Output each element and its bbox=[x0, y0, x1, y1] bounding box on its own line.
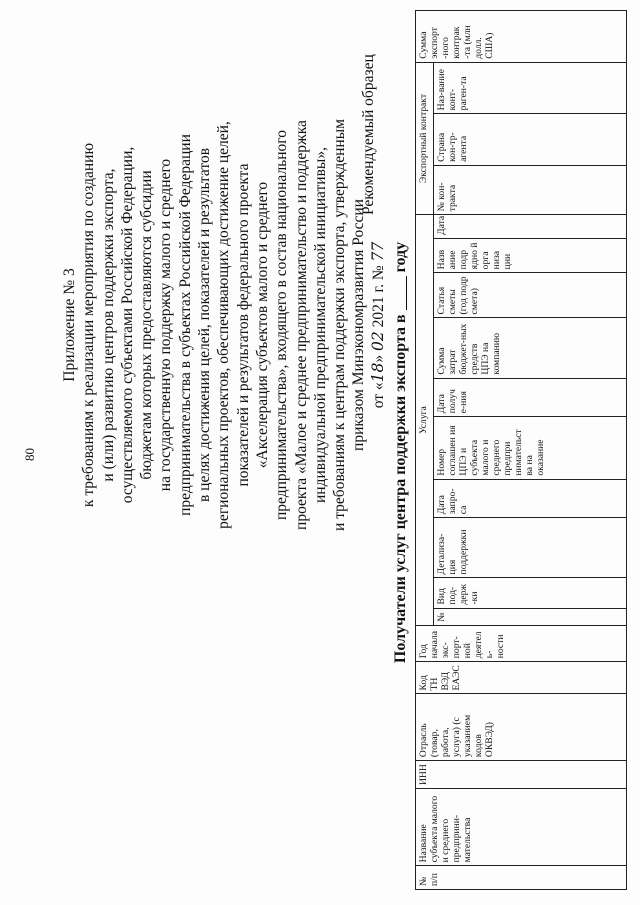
header-line: региональных проектов, обеспечивающих достижение целей, bbox=[215, 121, 233, 529]
header-line: на государственную поддержку малого и среднего bbox=[157, 158, 175, 492]
handwritten-day: 18 bbox=[368, 362, 387, 383]
col-header-tnved: Код ТН ВЭД ЕАЭС bbox=[416, 662, 627, 694]
col-group-service: Услуга bbox=[416, 215, 434, 625]
col-header-budget-cost: Сумма затрат бюджет-ных средств ЦПЭ на компанию bbox=[434, 318, 627, 378]
handwritten-month: 02 bbox=[368, 331, 387, 351]
col-group-contract: Экспортный контракт bbox=[416, 62, 434, 215]
header-line: «Акселерация субъектов малого и среднего bbox=[253, 181, 271, 469]
col-header-num: № п/п bbox=[416, 866, 627, 890]
col-header-agreement-number: Номер соглашен ия ЦПЭ и субъекта малого и среднего предпри нимательст ва на оказание bbox=[434, 417, 627, 479]
col-header-industry: Отрасль (товар, работа, услуга) (с указанием кодов ОКВЭД) bbox=[416, 694, 627, 761]
header-line: к требованиям к реализации мероприятия по созданию bbox=[80, 142, 98, 508]
header-line: предпринимательства», входящего в состав национального bbox=[273, 129, 291, 521]
col-header-support-type: Вид под-держ -ки bbox=[434, 578, 627, 608]
order-date-line: от «18» 02 2021 г. № 77 bbox=[368, 241, 387, 409]
year-blank bbox=[394, 276, 407, 310]
col-header-counterparty-name: Наз-вание конт-раген-та bbox=[434, 62, 627, 114]
col-header-inn: ИНН bbox=[416, 761, 627, 789]
recommended-sample-label: Рекомендуемый образец bbox=[360, 54, 377, 215]
header-line: в целях достижения целей, показателей и результатов bbox=[196, 147, 214, 503]
col-header-counterparty-country: Страна кон-тр-агента bbox=[434, 114, 627, 166]
header-line: бюджетам которых предоставляются субсидии bbox=[138, 170, 156, 480]
header-line: показателей и результатов федерального проекта bbox=[234, 163, 252, 487]
page-number: 80 bbox=[22, 448, 37, 461]
header-line: и требованиям к центрам поддержки экспорта, утвержденным bbox=[331, 119, 349, 531]
col-header-service-date: Дата bbox=[434, 215, 627, 239]
recipients-table bbox=[415, 10, 627, 890]
col-header-receipt-date: Дата получ е-ния bbox=[434, 378, 627, 417]
header-line: проекта «Малое и среднее предпринимательство и поддержка bbox=[292, 120, 310, 530]
col-header-contractor-name: Назв ание подр ядно й орга низа ции bbox=[434, 238, 627, 272]
col-header-name: Название субъекта малого и среднего предприни-мательства bbox=[416, 789, 627, 866]
col-header-support-detail: Детализа-ция поддержки bbox=[434, 518, 627, 578]
header-line: приказом Минэкономразвития России bbox=[350, 199, 368, 451]
col-header-estimate-item: Статья сметы (год подр смета) bbox=[434, 273, 627, 318]
header-line: и (или) развитию центров поддержки экспорта, bbox=[99, 168, 117, 482]
col-header-amount: Сумма экспорт -ного контрак -та (млн долл. США) bbox=[416, 11, 627, 63]
appendix-header bbox=[60, 45, 388, 605]
table-title: Получатели услуг центра поддержки экспорта в году bbox=[392, 241, 409, 664]
col-header-request-date: Дата запро-са bbox=[434, 479, 627, 518]
col-header-service-num: № bbox=[434, 608, 627, 625]
col-header-contract-num: № кон-тракта bbox=[434, 165, 627, 214]
header-line: индивидуальной предпринимательской инициативы», bbox=[311, 147, 329, 503]
header-line: предпринимательства в субъектах Российской Федерации bbox=[176, 134, 194, 516]
appendix-title: Приложение № 3 bbox=[61, 268, 78, 382]
header-line: осуществляемого субъектами Российской Федерации, bbox=[118, 146, 136, 504]
handwritten-number: 77 bbox=[368, 241, 387, 262]
col-header-export-year: Год начала экс-порт-ной деятел ь-ности bbox=[416, 625, 627, 662]
